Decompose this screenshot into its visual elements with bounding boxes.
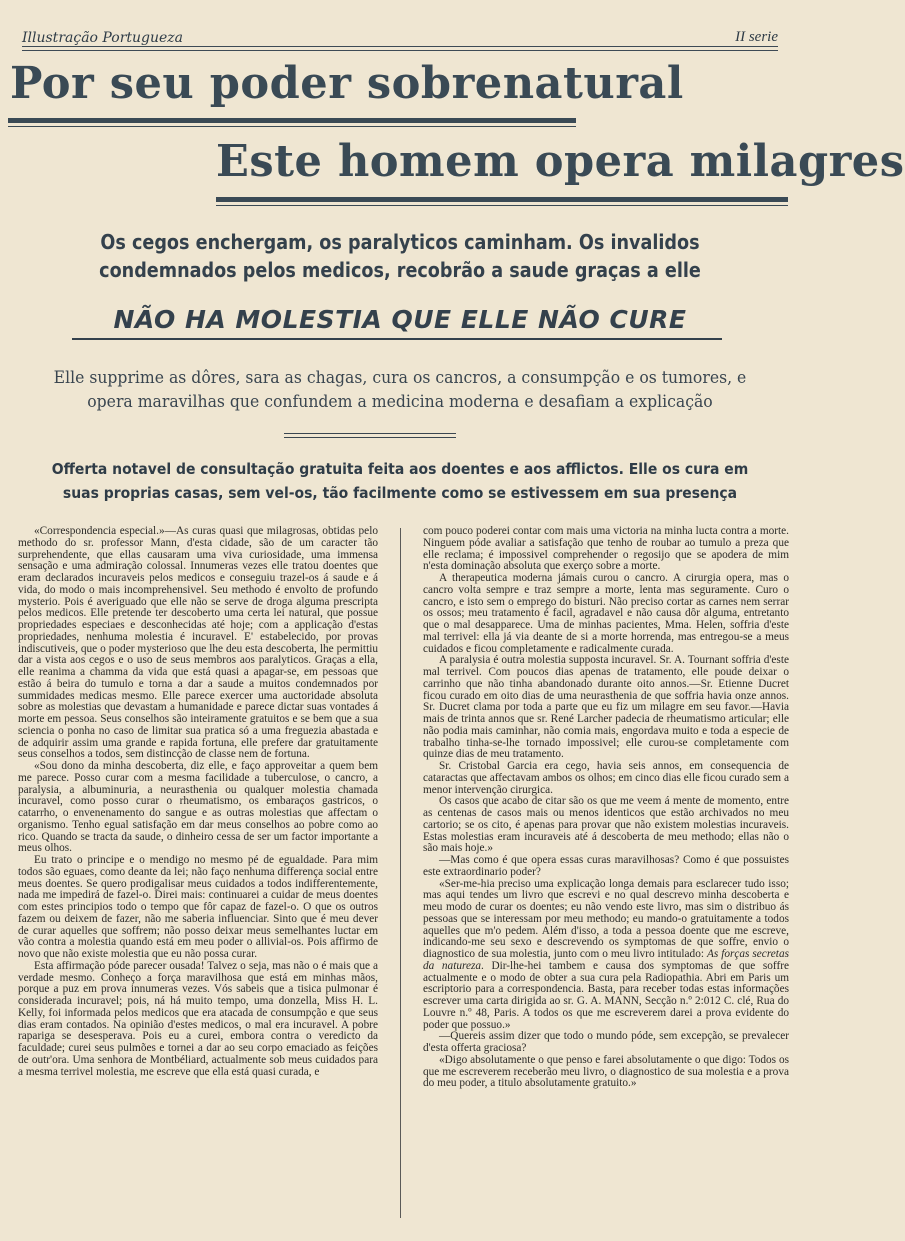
article-column-left: [18, 526, 378, 1226]
paragraph-text: . Dir-lhe-hei tambem e causa dos symptomas de que soffre actualmente e o modo de obter a sua cura pela Radiopathia. Abri em Paris um escriptorio para a correspondencia. Basta, para receber todas estas informações escrever uma carta dirigida ao sr. G. A. MANN, Secção n.º 2:012 C. clé, Rua do Louvre n.º 48, Paris. A todos os que me escreverem darei a prova evidente do poder que possuo.»: [423, 959, 789, 1031]
running-head: [22, 22, 778, 47]
headline-rule-thin: [8, 126, 576, 127]
offer-subhead: Offerta notavel de consultação gratuita feita aos doentes e aos afflictos. Elle os cura em suas proprias casas, sem vel-os, tão facilmente como se estivessem em sua presença: [51, 460, 749, 502]
headline-line-2: Este homem opera milagres: [216, 136, 905, 187]
banner-underline: [72, 338, 722, 340]
article-paragraph: Sr. Cristobal Garcia era cego, havia seis annos, em consequencia de cataractas que affectavam ambos os olhos; em cinco dias elle ficou curado sem a menor intervenção cirurgica.: [423, 760, 789, 796]
article-paragraph: A therapeutica moderna jámais curou o cancro. A cirurgia opera, mas o cancro volta sempre e traz sempre a morte, lenta mas seguramente. Curo o cancro, e isto sem o emprego do bisturi. Não preciso cortar as carnes nem serrar os ossos; meu tratamento é facil, agradavel e não causa dôr alguma, entretanto que o mal desapparece. Uma de minhas pacientes, Mma. Helen, soffria d'este mal terrivel: ella já via deante de si a morte horrenda, mas entregou-se a meus cuidados e ficou completamente e radicalmente curada.: [423, 572, 789, 655]
article-paragraph: com pouco poderei contar com mais uma victoria na minha lucta contra a morte. Ninguem póde avaliar a satisfação que tenho de roubar ao tumulo a preza que elle reclama; é impossivel comprehender o regosijo que se apodera de mim n'esta dominação absoluta que exerço sobre a morte.: [423, 525, 789, 573]
column-divider: [400, 528, 401, 1218]
article-paragraph: «Digo absolutamente o que penso e farei absolutamente o que digo: Todos os que me escreverem receberão meu livro, o diagnostico de sua molestia e a prova do meu poder, a titulo absolutamente gratuito.»: [423, 1053, 789, 1090]
article-paragraph: —Mas como é que opera essas curas maravilhosas? Como é que possuistes este extraordinario poder?: [423, 854, 789, 878]
publication-name: Illustração Portugueza: [22, 30, 184, 46]
article-paragraph: —Quereis assim dizer que todo o mundo póde, sem excepção, se prevalecer d'esta offerta graciosa?: [423, 1030, 789, 1054]
headline-line-1: Por seu poder sobrenatural: [10, 58, 684, 109]
headline-rule-thick-2: [216, 197, 788, 202]
header-rule: [22, 50, 778, 51]
series-label: II serie: [735, 29, 778, 45]
article-column-right: [423, 526, 789, 1226]
ornament-rule: [284, 433, 456, 434]
headline-rule-thin-2: [216, 205, 788, 206]
article-paragraph: A paralysia é outra molestia supposta incuravel. Sr. A. Tournant soffria d'este mal terrivel. Com poucos dias apenas de tratamento, elle poude deixar o carrinho que não tinha abandonado durante oito annos.—Sr. Etienne Ducret ficou curado em oito dias de uma neurasthenia de que soffria havia onze annos. Sr. Ducret clama por toda a parte que eu fiz um milagre em seu favor.—Havia mais de trinta annos que sr. René Larcher padecia de rheumatismo articular; elle não podia mais caminhar, não comia mais, engordava muito e toda a especie de trabalho tinha-se-lhe tornado impossivel; elle curou-se completamente com quinze dias de meu tratamento.: [423, 654, 789, 761]
book-title: As forças secretas da natureza: [423, 948, 789, 972]
article-paragraph: [423, 879, 789, 1032]
article-paragraph: «Sou dono da minha descoberta, diz elle, e faço approveitar a quem bem me parece. Posso curar com a mesma facilidade a tuberculose, o cancro, a paralysia, a albuminuria, a neurasthenia ou qualquer molestia chamada incuravel, como posso curar o rheumatismo, os embaraços gastricos, o catarrho, o envenenamento do sangue e as outras molestias que affectam o organismo. Tenho egual satisfação em dar meus conselhos ao pobre como ao rico. Quando se tracta da saude, o dinheiro cessa de ser um factor importante a meus olhos.: [18, 760, 378, 855]
article-paragraph: Esta affirmação póde parecer ousada! Talvez o seja, mas não o é mais que a verdade mesmo. Conheço a força maravilhosa que está em minhas mãos, porque a puz em prova innumeras vezes. Vós sabeis que a tisica pulmonar é considerada incuravel; pois, ná há muito tempo, uma donzella, Miss H. L. Kelly, foi informada pelos medicos que era atacada de consumpção e que seus dias eram contados. Na opinião d'estes medicos, o mal era incuravel. A pobre rapariga se desesperava. Pois eu a curei, embora contra o veredicto da faculdade; curei seus pulmões e tornei a dar ao seu corpo emaciado as feições de outr'ora. Uma senhora de Montbéliard, actualmente sob meus cuidados para a mesma terrivel molestia, me escreve que ella está quasi curada, e: [18, 959, 378, 1078]
paragraph-text: «Ser-me-hia preciso uma explicação longa demais para esclarecer tudo isso; mas aqui tendes um livro que escrevi e no qual descrevo minha descoberta e meu modo de curar os doentes; eu não vendo este livro, mas sim o distribuo ás pessoas que se interessam por meu methodo; eu mando-o gratuitamente a todos aquelles que m'o pedem. Além d'isso, a toda a pessoa doente que me escreve, indicando-me seu sexo e descrevendo os symptomas de que soffre, envio o diagnostico de sua molestia, junto com o meu livro intitulado:: [423, 877, 789, 960]
deck-subhead: Os cegos enchergam, os paralyticos caminham. Os invalidos condemnados pelos medicos, recobrão a saude graças a elle: [99, 230, 701, 282]
summary-subhead: Elle supprime as dôres, sara as chagas, cura os cancros, a consumpção e os tumores, e opera maravilhas que confundem a medicina moderna e desafiam a explicação: [53, 368, 747, 412]
article-paragraph: Os casos que acabo de citar são os que me veem á mente de momento, entre as centenas de casos mais ou menos identicos que estão archivados no meu cartorio; se os cito, é apenas para provar que não existem molestias incuraveis. Estas molestias eram incuraveis até á descoberta de meu methodo; ellas não o são mais hoje.»: [423, 795, 789, 855]
article-paragraph: Eu trato o principe e o mendigo no mesmo pé de egualdade. Para mim todos são eguaes, como deante da lei; não faço nenhuma differença social entre meus doentes. Se quero prodigalisar meus cuidados a todos indifferentemente, nada me impedirá de fazel-o. Direi mais: continuarei a cuidar de meus doentes com estes principios todo o tempo que fôr capaz de fazel-o. O que os outros fazem ou deixem de fazer, não me saberia influenciar. Sinto que é meu dever de curar aquelles que soffrem; não posso deixar meus semelhantes luctar em vão contra a molestia quando está em meu poder o allivial-os. Pois affirmo de novo que não existe molestia que eu não possa curar.: [18, 854, 378, 960]
banner-subhead: NÃO HA MOLESTIA QUE ELLE NÃO CURE: [113, 305, 687, 334]
headline-rule-thick: [8, 118, 576, 123]
article-paragraph: «Correspondencia especial.»—As curas quasi que milagrosas, obtidas pelo methodo do sr. professor Mann, d'esta cidade, são de um caracter tão surprehendente, que ellas causaram uma viva curiosidade, uma immensa sensação e uma admiração colossal. Innumeras vezes elle tratou doentes que eram declarados incuraveis pelos medicos e conseguiu trazel-os á saude e á vida, do modo o mais incomprehensivel. Seu methodo é envolto de profundo mysterio. Pois é averiguado que elle não se serve de droga alguma prescripta pelos medicos. Elle pretende ter descoberto uma certa lei natural, que possue propriedades especiaes e desconhecidas até hoje; com a applicação d'estas propriedades, nenhuma molestia é incuravel. E' estabelecido, por provas indiscutiveis, que o poder mysterioso que lhe deu esta descoberta, lhe permittiu dar a vista aos cegos e o uso de seus membros aos paralyticos. Graças a ella, elle reanima a chamma da vida que está quasi a apagar-se, em pessoas que estão á beira do tumulo e torna a dar a saude a muitos condemnados por summidades medicas mesmo. Elle parece exercer uma auctoridade absoluta sobre as molestias que devastam a humanidade e parece dictar suas vontades á morte em pessoa. Seus conselhos são inteiramente gratuitos e se bem que a sua sciencia o ponha no caso de limitar sua pratica só a uma freguezia abastada e de adquirir assim uma grande e rapida fortuna, elle prefere dar gratuitamente seus conselhos a todos, sem distincção de classe nem de fortuna.: [18, 525, 378, 761]
ornament-rule: [284, 437, 456, 438]
